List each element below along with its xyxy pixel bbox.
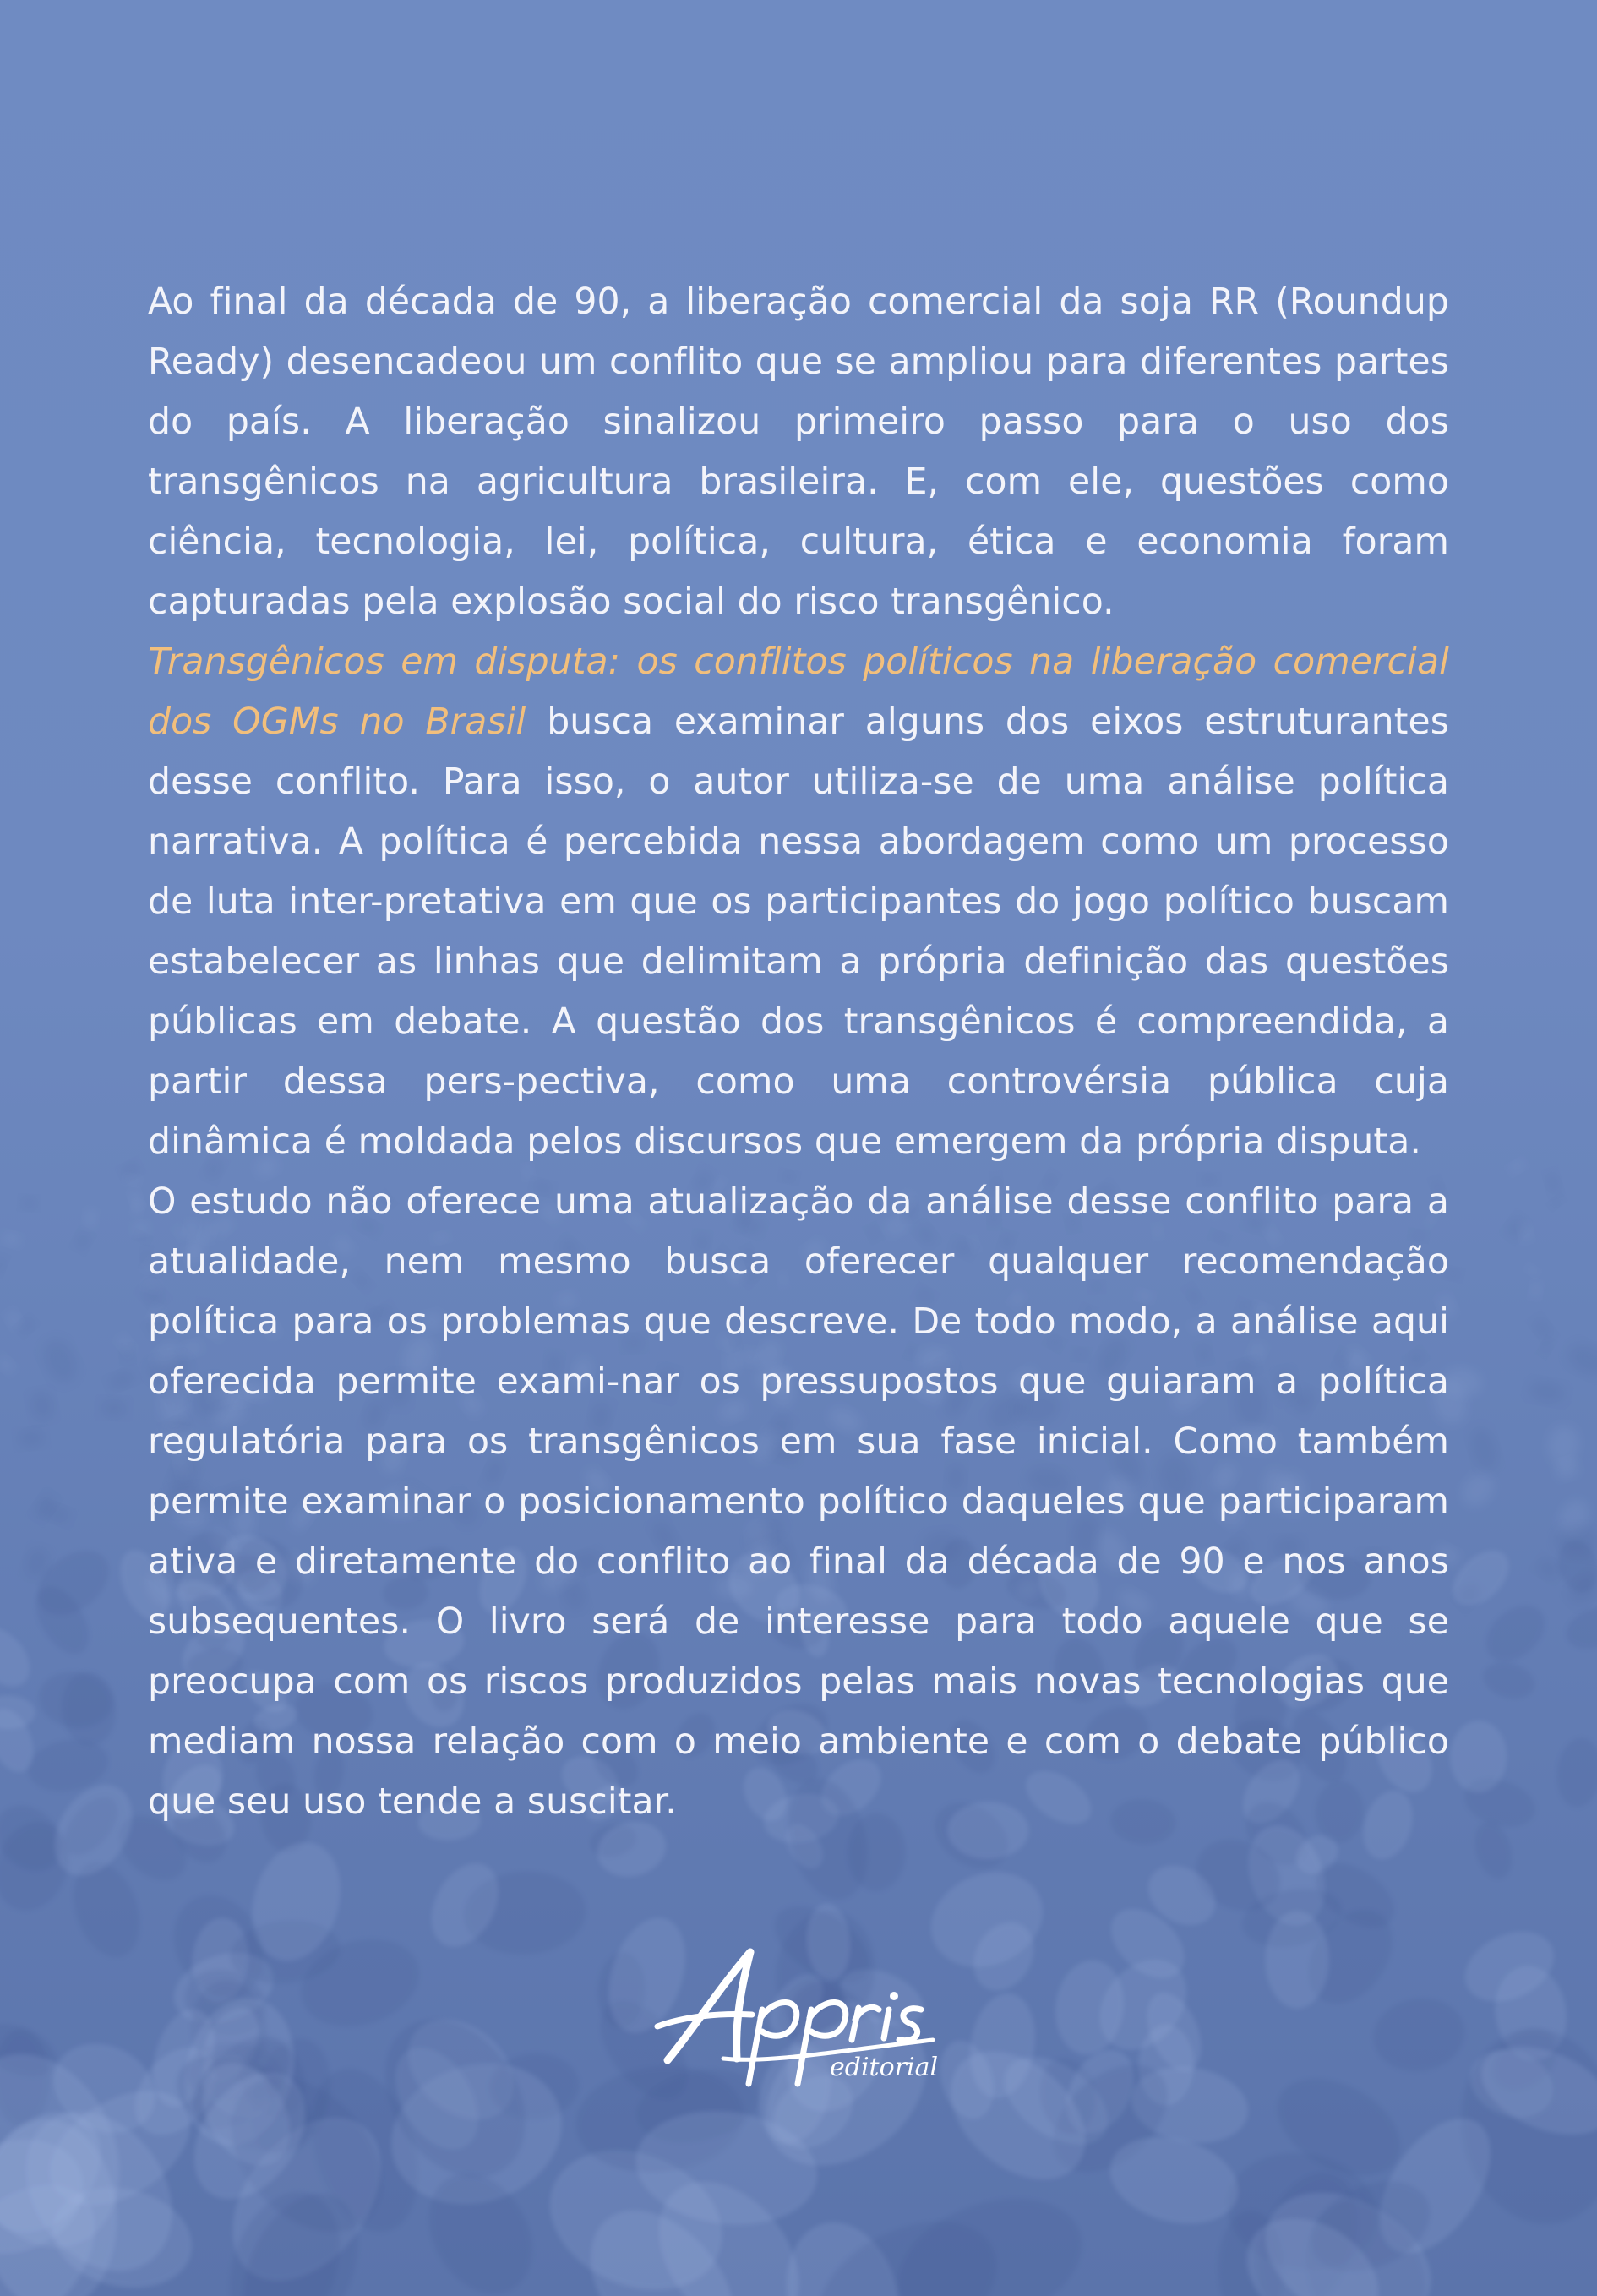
- blurb-text: [148, 272, 1449, 1832]
- soybean-leaf: [0, 1254, 8, 1275]
- soybean-leaf: [1562, 1338, 1597, 1382]
- soybean-leaf: [1469, 1818, 1518, 1884]
- soybean-leaf: [1545, 1424, 1581, 1467]
- soybean-leaf: [1524, 1263, 1541, 1279]
- soybean-leaf: [84, 1208, 99, 1228]
- soybean-leaf: [20, 1196, 38, 1210]
- soybean-leaf: [1479, 1656, 1539, 1704]
- blurb-paragraph-1: Ao final da década de 90, a liberação comercial da soja RR (Roundup Ready) desencadeou um conflito que se ampliou para diferentes partes do país. A liberação sinalizou primeiro passo para o uso dos transgênicos na agricultura brasileira. E, com ele, questões como ciência, tecnologia, lei, política, cultura, ética e economia foram capturadas pela explosão social do risco transgênico.: [148, 281, 1449, 623]
- soybean-leaf: [1548, 1194, 1565, 1210]
- publisher-logo-subtitle: editorial: [830, 2053, 939, 2082]
- soybean-leaf: [28, 1389, 57, 1423]
- soybean-leaf: [0, 1616, 41, 1698]
- soybean-leaf: [1455, 1467, 1501, 1513]
- blurb-paragraph-3: O estudo não oferece uma atualização da análise desse conflito para a atualidade, nem mesmo busca oferecer qualquer recomendação política para os problemas que descreve. De todo modo, a análise aqui oferecida permite exami-nar os pressupostos que guiaram a política regulatória para os transgênicos em sua fase inicial. Como também permite examinar o posicionamento político daqueles que participaram ativa e diretamente do conflito ao final da década de 90 e nos anos subsequentes. O livro será de interesse para todo aquele que se preocupa com os riscos produzidos pelas mais novas tecnologias que mediam nossa relação com o meio ambiente e com o debate público que seu uso tende a suscitar.: [148, 1181, 1449, 1823]
- book-title: Transgênicos em disputa: os conflitos políticos na liberação comercial dos OGMs no Brasil: [148, 641, 1449, 743]
- soybean-leaf: [1475, 1595, 1556, 1672]
- soybean-leaf: [1538, 1338, 1555, 1356]
- soybean-leaf: [1554, 1736, 1597, 1809]
- soybean-leaf: [1529, 1314, 1556, 1343]
- soybean-leaf: [0, 1230, 23, 1248]
- soybean-leaf: [1544, 1170, 1562, 1197]
- soybean-leaf: [1529, 1280, 1543, 1300]
- soybean-leaf: [100, 1399, 128, 1418]
- soybean-leaf: [37, 1334, 84, 1388]
- soybean-leaf: [1368, 1992, 1469, 2078]
- soybean-leaf: [1467, 1425, 1502, 1474]
- soybean-leaf: [17, 1428, 46, 1449]
- soybean-leaf: [0, 1353, 18, 1377]
- soybean-leaf: [1527, 1377, 1567, 1405]
- blurb-paragraph-2-text: busca examinar alguns dos eixos estruturantes desse conflito. Para isso, o autor utiliza-se de uma análise política narrativa. A política é percebida nessa abordagem como um processo de luta inter-pretativa em que os participantes do jogo político buscam estabelecer as linhas que delimitam a própria definição das questões públicas em debate. A questão dos transgênicos é compreendida, a partir dessa pers-pectiva, como uma controvérsia pública cuja dinâmica é moldada pelos discursos que emergem da própria disputa.: [148, 701, 1449, 1163]
- blurb-paragraph-2: [148, 632, 1449, 1172]
- soybean-leaf: [1507, 1158, 1527, 1175]
- soybean-leaf: [106, 1367, 138, 1393]
- appris-logo-mark: [651, 1935, 946, 2087]
- soybean-leaf: [1265, 1911, 1329, 2009]
- publisher-logo: [651, 1935, 946, 2087]
- soybean-leaf: [71, 1229, 94, 1252]
- soybean-leaf: [1561, 1601, 1597, 1657]
